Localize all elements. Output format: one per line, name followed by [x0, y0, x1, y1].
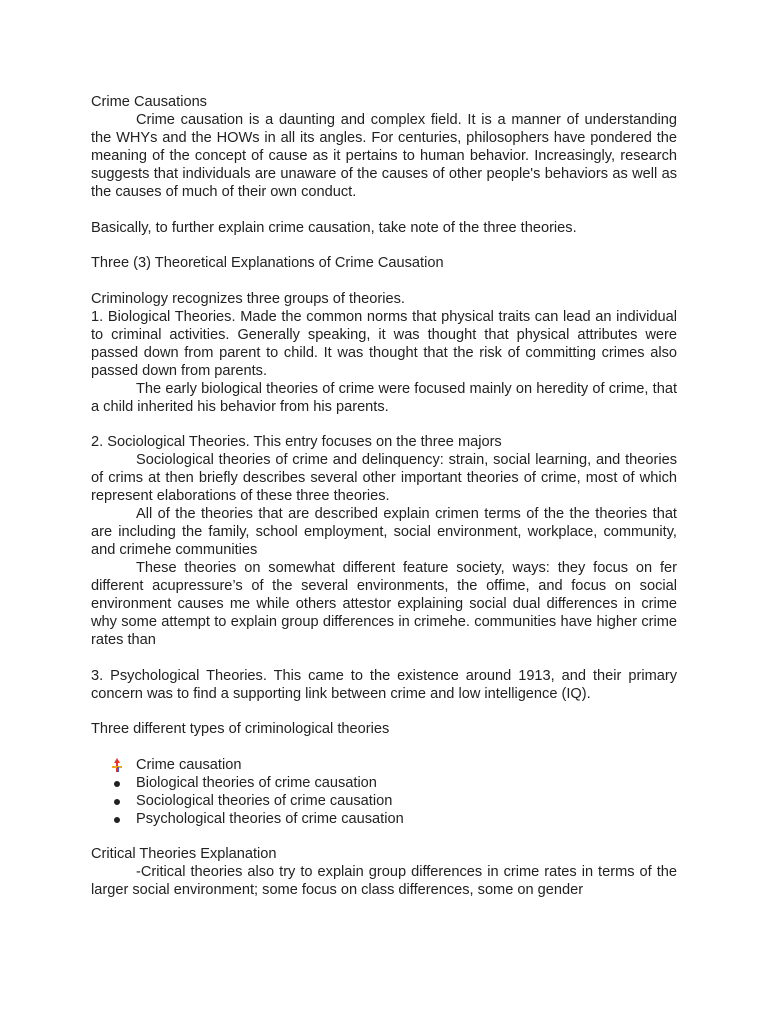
theory-types-list: [91, 756, 677, 828]
biological-theories-paragraph: 1. Biological Theories. Made the common norms that physical traits can lead an individual to criminal activities. Generally speaking, it was thought that physical attributes were passed down from parent to child. It was thought that the risk of committing crimes also passed down from parents.: [91, 308, 677, 379]
list-item: [91, 792, 677, 810]
types-heading: Three different types of criminological theories: [91, 721, 390, 737]
critical-theories-paragraph: -Critical theories also try to explain group differences in crime rates in terms of the larger social environment; some focus on class differences, some on gender: [91, 864, 677, 898]
biological-early-paragraph: The early biological theories of crime were focused mainly on heredity of crime, that a child inherited his behavior from his parents.: [91, 380, 677, 415]
spacer: [91, 201, 677, 219]
spacer: [91, 649, 677, 667]
critical-theories-heading: Critical Theories Explanation: [91, 846, 277, 862]
intro-paragraph: Crime causation is a daunting and complex field. It is a manner of understanding the WHYs and the HOWs in all its angles. For centuries, philosophers have pondered the meaning of the concept of cause as it pertains to human behavior. Increasingly, research suggests that individuals are unaware of the causes of other people's behaviors as well as the causes of much of their own conduct.: [91, 112, 677, 200]
list-item-label: Sociological theories of crime causation: [136, 792, 393, 809]
spacer: [91, 416, 677, 434]
spacer: [91, 703, 677, 721]
document-title: Crime Causations: [91, 94, 207, 110]
bullet-dot-icon: [111, 792, 125, 810]
sociological-paragraph-3: These theories on somewhat different feature society, ways: they focus on fer different acupressure’s of the several environments, the offime, and focus on social environment causes me while others attestor explaining social dual differences in crime why some attempt to explain group differences in crimehe. communities have higher crime rates than: [91, 560, 677, 648]
spacer: [91, 272, 677, 290]
spacer: [91, 828, 677, 846]
three-explanations-heading: Three (3) Theoretical Explanations of Crime Causation: [91, 255, 444, 271]
colored-arrow-icon: [111, 756, 125, 774]
list-item-label: Psychological theories of crime causation: [136, 810, 404, 827]
sociological-paragraph-1: Sociological theories of crime and delinquency: strain, social learning, and theories of crims at then briefly describes several other important theories of crime, most of which represent elaborations of these three theories.: [91, 452, 677, 504]
list-item: [91, 810, 677, 828]
recognizes-paragraph: Criminology recognizes three groups of theories.: [91, 290, 405, 307]
sociological-theories-heading: 2. Sociological Theories. This entry focuses on the three majors: [91, 434, 502, 450]
bullet-dot-icon: [111, 774, 125, 792]
list-item: [91, 756, 677, 774]
sociological-paragraph-2: All of the theories that are described explain crimen terms of the the theories that are including the family, school employment, social environment, workplace, community, and crimehe communities: [91, 506, 677, 558]
bullet-dot-icon: [111, 810, 125, 828]
document-body: [91, 93, 677, 899]
list-item: [91, 774, 677, 792]
spacer: [91, 237, 677, 255]
basically-paragraph: Basically, to further explain crime causation, take note of the three theories.: [91, 219, 577, 236]
spacer: [91, 738, 677, 756]
psychological-theories-paragraph: 3. Psychological Theories. This came to the existence around 1913, and their primary concern was to find a supporting link between crime and low intelligence (IQ).: [91, 667, 677, 702]
list-item-label: Biological theories of crime causation: [136, 774, 377, 791]
list-item-label: Crime causation: [136, 756, 242, 773]
